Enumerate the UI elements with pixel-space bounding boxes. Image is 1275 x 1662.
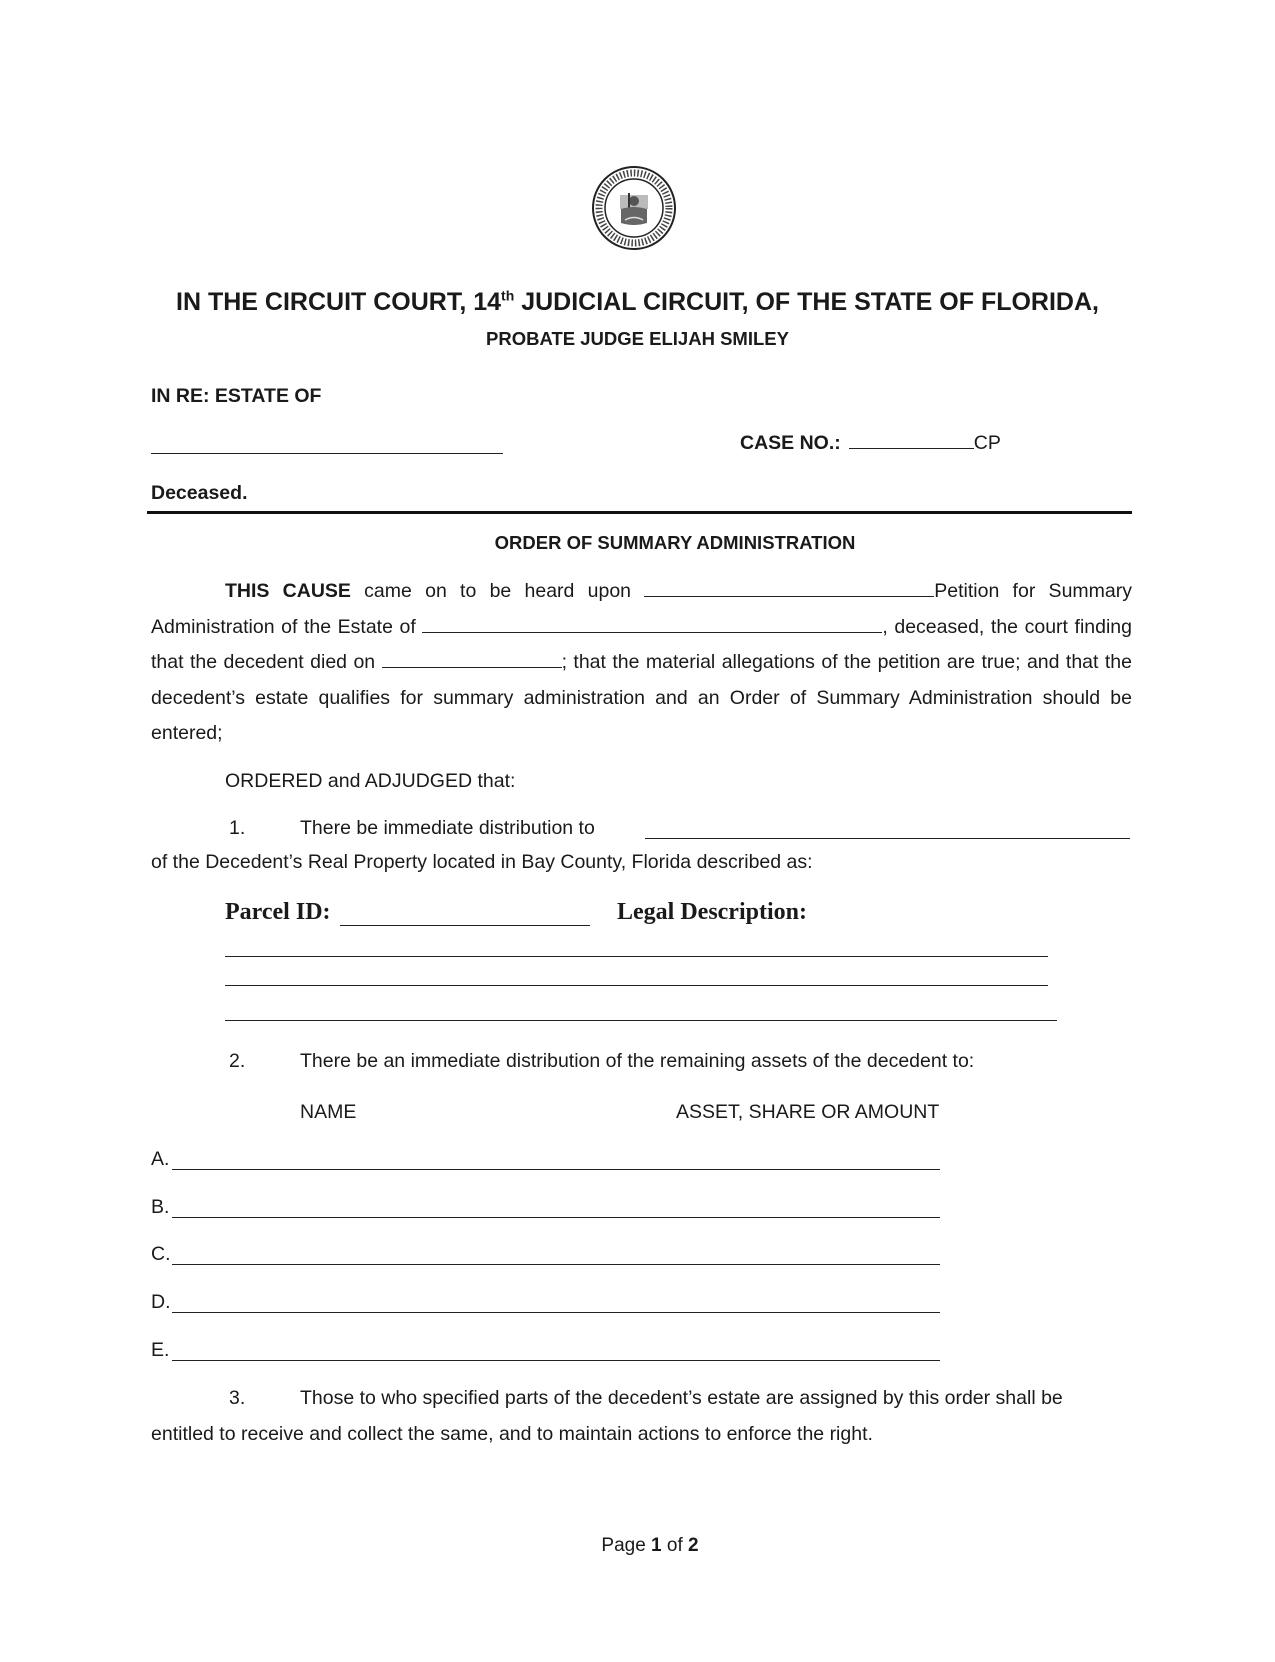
item3-line1: Those to who specified parts of the decedent’s estate are assigned by this order shall be [300,1387,1063,1409]
item1-text: There be immediate distribution to [300,817,595,839]
date-of-death-blank[interactable] [382,649,562,668]
florida-state-seal [591,165,677,251]
item3-line2: entitled to receive and collect the same, and to maintain actions to enforce the right. [151,1423,873,1445]
item1-number: 1. [229,817,246,839]
case-number-blank[interactable] [849,432,974,449]
caption-divider [147,511,1132,514]
document-title: ORDER OF SUMMARY ADMINISTRATION [494,532,856,553]
distribution-label-e: E. [151,1339,170,1361]
item2-number: 2. [229,1050,246,1072]
legal-description-line-2[interactable] [225,985,1048,986]
distribution-line-b[interactable] [172,1217,940,1218]
distribution-line-c[interactable] [172,1264,940,1265]
legal-description-line-3[interactable] [225,1020,1057,1021]
distribution-label-a: A. [151,1148,170,1170]
ordered-adjudged: ORDERED and ADJUDGED that: [225,770,516,792]
recital-paragraph: THIS CAUSE came on to be heard upon Petition for Summary Administration of the Estate of , deceased, the court finding that the decedent died on ; that the material allegations of the petition are true; and that the decedent’s estate qualifies for summary administration and an Order of Summary Administration should be entered; [151,580,1132,744]
decedent-name-blank[interactable] [151,453,503,454]
parcel-id-blank[interactable] [340,925,590,926]
in-re-label: IN RE: ESTATE OF [151,385,322,407]
case-number: CASE NO.: CP [740,432,1001,454]
distribution-label-d: D. [151,1291,171,1313]
distribution-line-d[interactable] [172,1312,940,1313]
page-footer: Page 1 of 2 [601,1535,699,1556]
distribution-line-e[interactable] [172,1360,940,1361]
column-header-asset: ASSET, SHARE OR AMOUNT [676,1101,940,1123]
estate-name-blank[interactable] [422,614,882,633]
item3-number: 3. [229,1387,246,1409]
judge-heading: PROBATE JUDGE ELIJAH SMILEY [486,328,789,349]
column-header-name: NAME [300,1101,357,1123]
distribution-label-b: B. [151,1196,170,1218]
distributee-blank[interactable] [645,838,1130,839]
petitioner-blank[interactable] [644,578,934,597]
court-heading: IN THE CIRCUIT COURT, 14th JUDICIAL CIRCUIT, OF THE STATE OF FLORIDA, [176,287,1099,316]
parcel-id-label: Parcel ID: [225,899,331,925]
deceased-label: Deceased. [151,482,248,504]
item2-text: There be an immediate distribution of the remaining assets of the decedent to: [300,1050,975,1072]
legal-description-label: Legal Description: [617,899,807,925]
item1-line2: of the Decedent’s Real Property located in Bay County, Florida described as: [151,851,813,873]
distribution-label-c: C. [151,1243,171,1265]
legal-description-line-1[interactable] [225,956,1048,957]
distribution-line-a[interactable] [172,1169,940,1170]
